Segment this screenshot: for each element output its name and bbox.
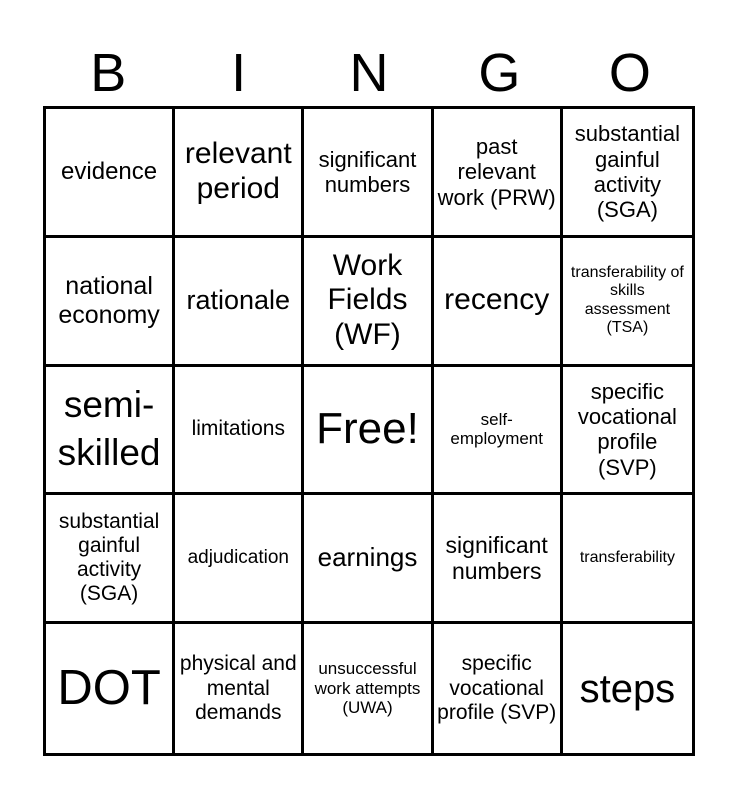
header-letter-b: B <box>90 43 127 103</box>
bingo-cell[interactable]: physical and mental demands <box>175 624 304 753</box>
header-letter-i: I <box>231 43 247 103</box>
bingo-cell[interactable]: earnings <box>304 495 433 624</box>
bingo-cell[interactable]: self-employment <box>434 367 563 496</box>
bingo-cell[interactable]: substantial gainful activity (SGA) <box>563 109 692 238</box>
bingo-cell[interactable]: Work Fields (WF) <box>304 238 433 367</box>
bingo-cell[interactable]: significant numbers <box>304 109 433 238</box>
bingo-grid <box>43 106 695 756</box>
bingo-cell[interactable]: unsuccessful work attempts (UWA) <box>304 624 433 753</box>
bingo-cell[interactable]: rationale <box>175 238 304 367</box>
bingo-cell[interactable]: significant numbers <box>434 495 563 624</box>
header-letter-g: G <box>478 43 521 103</box>
bingo-cell[interactable]: national economy <box>46 238 175 367</box>
bingo-header <box>43 40 695 106</box>
bingo-cell[interactable]: relevant period <box>175 109 304 238</box>
free-space[interactable]: Free! <box>304 367 433 496</box>
bingo-cell[interactable]: past relevant work (PRW) <box>434 109 563 238</box>
bingo-cell[interactable]: transferability <box>563 495 692 624</box>
bingo-cell[interactable]: DOT <box>46 624 175 753</box>
bingo-cell[interactable]: substantial gainful activity (SGA) <box>46 495 175 624</box>
bingo-cell[interactable]: transferability of skills assessment (TSA) <box>563 238 692 367</box>
bingo-cell[interactable]: specific vocational profile (SVP) <box>563 367 692 496</box>
header-letter-o: O <box>608 43 651 103</box>
header-letter-n: N <box>349 43 389 103</box>
bingo-cell[interactable]: limitations <box>175 367 304 496</box>
bingo-cell[interactable]: recency <box>434 238 563 367</box>
bingo-cell[interactable]: adjudication <box>175 495 304 624</box>
bingo-cell[interactable]: semi-skilled <box>46 367 175 496</box>
bingo-cell[interactable]: evidence <box>46 109 175 238</box>
bingo-cell[interactable]: steps <box>579 666 676 711</box>
bingo-cell[interactable]: specific vocational profile (SVP) <box>434 624 563 753</box>
